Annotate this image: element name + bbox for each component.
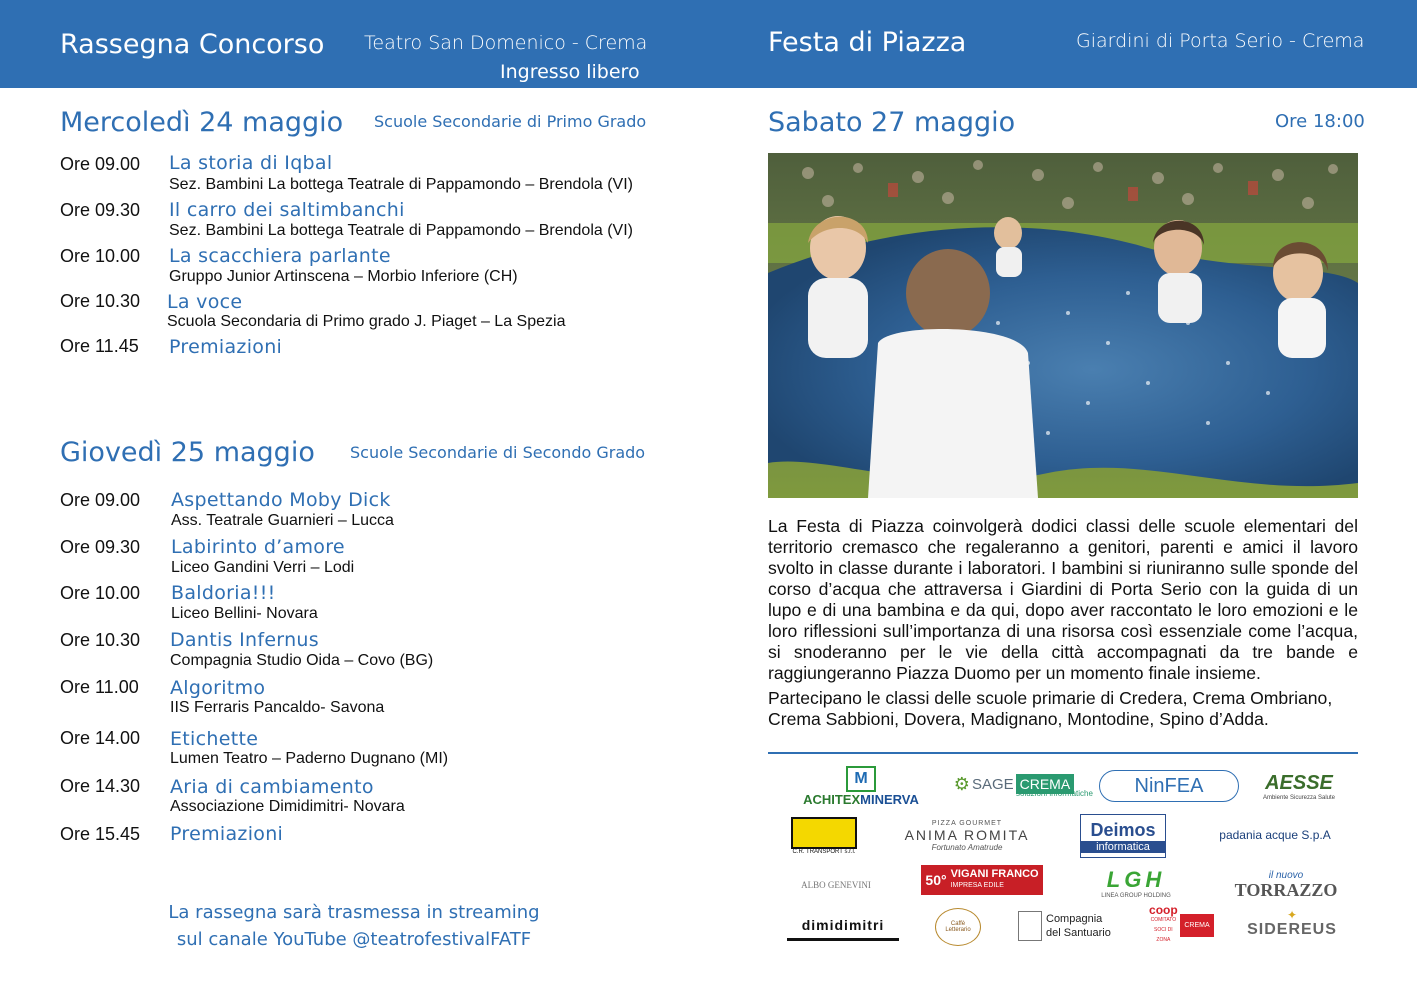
truck-icon bbox=[791, 817, 857, 849]
logo-subtext: PIZZA GOURMET bbox=[931, 820, 1003, 827]
event-show-title: Aspettando Moby Dick bbox=[171, 489, 391, 511]
logo-coop-crema bbox=[1146, 903, 1216, 943]
logo-text-group bbox=[1148, 905, 1178, 945]
logo-il-nuovo-torrazzo bbox=[1236, 865, 1336, 901]
event-time: Ore 10.30 bbox=[60, 291, 141, 311]
event-show-title: Baldoria!!! bbox=[171, 582, 276, 604]
logo-text: SIDEREUS bbox=[1247, 921, 1337, 938]
festa-description bbox=[768, 516, 1358, 734]
logo-text: dimidimitri bbox=[801, 917, 885, 933]
event-show-title: Etichette bbox=[170, 728, 259, 750]
logo-text-group bbox=[1046, 912, 1111, 940]
event-company: Sez. Bambini La bottega Teatrale di Pappamondo – Brendola (VI) bbox=[169, 222, 633, 239]
section-title-festa: Festa di Piazza bbox=[768, 27, 967, 58]
logo-text: coop bbox=[1149, 903, 1178, 917]
logo-anima-romita bbox=[900, 816, 1034, 856]
logo-bio-ninfea bbox=[1099, 770, 1239, 802]
festa-time: Ore 18:00 bbox=[1275, 111, 1365, 132]
day-title-giovedi: Giovedì 25 maggio bbox=[60, 437, 315, 468]
logo-text: del Santuario bbox=[1046, 927, 1111, 939]
event-show-title: Dantis Infernus bbox=[170, 629, 319, 651]
logo-text: ANIMA ROMITA bbox=[904, 827, 1030, 843]
event-company: Gruppo Junior Artinscena – Morbio Inferiore (CH) bbox=[169, 268, 518, 285]
logo-caffe-letterario bbox=[935, 908, 981, 946]
event-time: Ore 10.30 bbox=[60, 630, 141, 650]
divider bbox=[768, 752, 1358, 754]
logo-text: TORRAZZO bbox=[1234, 880, 1338, 900]
event-time: Ore 09.00 bbox=[60, 154, 141, 174]
logo-text: MINERVA bbox=[860, 791, 919, 807]
logo-text: Caffè Letterario bbox=[945, 921, 971, 933]
festa-paragraph-2: Partecipano le classi delle scuole primarie di Credera, Crema Ombriano, Crema Sabbioni, Dovera, Madignano, Montodine, Spino d’Adda. bbox=[768, 688, 1333, 729]
event-company: Lumen Teatro – Paderno Dugnano (MI) bbox=[170, 750, 449, 767]
event-company: Sez. Bambini La bottega Teatrale di Pappamondo – Brendola (VI) bbox=[169, 176, 633, 193]
star-icon: ✦ bbox=[1286, 908, 1298, 922]
logo-subtext: IMPRESA EDILE bbox=[950, 882, 1004, 889]
logo-text: ACHITEX bbox=[803, 791, 861, 807]
event-time: Ore 10.00 bbox=[60, 583, 141, 603]
logo-text: AESSE bbox=[1265, 771, 1333, 794]
logo-sidereus bbox=[1244, 906, 1340, 942]
logo-subtext: COMITATO SOCI DI ZONA bbox=[1150, 917, 1177, 943]
logo-compagnia-santuario bbox=[1018, 908, 1122, 944]
venue-giardini: Giardini di Porta Serio - Crema bbox=[1076, 30, 1365, 52]
event-company: Ass. Teatrale Guarnieri – Lucca bbox=[171, 512, 394, 529]
event-time: Ore 11.00 bbox=[60, 677, 139, 697]
logo-subtext: Fortunato Amatrude bbox=[931, 843, 1003, 852]
logo-text: LGH bbox=[1106, 867, 1166, 892]
event-show-title: Labirinto d’amore bbox=[171, 536, 345, 558]
festa-paragraph-1: La Festa di Piazza coinvolgerà dodici classi delle scuole elementari del territorio cremasco che regaleranno a genitori, parenti e amici il lavoro svolto in classe durante i laboratori. I bambini si riuniranno sulle sponde del corso d’acqua che attraversa i Giardini di Porta Serio con la guida di un lupo e di una bambina e da qui, dopo aver raccontato le loro emozioni e le loro riflessioni sull’importanza di una risorsa così essenziale come l’acqua, si snoderanno per le vie della città accompagnati da tre bande e raggiungeranno Piazza Duomo per un momento finale insieme. bbox=[768, 516, 1358, 683]
logo-text: padania acque S.p.A bbox=[1219, 828, 1331, 842]
logo-subtext: Ambiente Sicurezza Salute bbox=[1262, 794, 1336, 801]
logo-text: C.R. TRANSPORT s.r.l. bbox=[792, 849, 856, 855]
logo-text: ALBO GENEVINI bbox=[801, 880, 871, 890]
logo-text: SAGE bbox=[971, 775, 1014, 793]
event-show-title: La scacchiera parlante bbox=[169, 245, 391, 267]
logo-subtext: LINEA GROUP HOLDING bbox=[1101, 893, 1171, 899]
event-time: Ore 14.00 bbox=[60, 728, 141, 748]
day-title-mercoledi: Mercoledì 24 maggio bbox=[60, 107, 344, 138]
section-title-rassegna: Rassegna Concorso bbox=[60, 29, 325, 60]
event-show-title: La storia di Iqbal bbox=[169, 152, 333, 174]
streaming-line-1: La rassegna sarà trasmessa in streaming bbox=[168, 902, 540, 923]
event-time: Ore 15.45 bbox=[60, 824, 141, 844]
logo-lgh bbox=[1082, 867, 1190, 899]
logo-subtext: soluzioni informatiche bbox=[1016, 789, 1093, 798]
event-show-title: Premiazioni bbox=[170, 823, 284, 845]
logo-aesse bbox=[1258, 766, 1340, 806]
logo-text: NinFEA bbox=[1134, 774, 1204, 797]
event-show-title: La voce bbox=[167, 291, 243, 313]
event-time: Ore 09.30 bbox=[60, 537, 141, 557]
logo-albo-genevini bbox=[800, 870, 872, 900]
streaming-line-2: sul canale YouTube @teatrofestivalFATF bbox=[176, 929, 532, 950]
event-company: Scuola Secondaria di Primo grado J. Piaget – La Spezia bbox=[167, 313, 566, 330]
event-time: Ore 09.00 bbox=[60, 490, 141, 510]
m-logo-icon: M bbox=[846, 766, 876, 792]
event-time: Ore 14.30 bbox=[60, 776, 141, 796]
logo-padania-acque bbox=[1210, 818, 1340, 852]
event-time: Ore 09.30 bbox=[60, 200, 141, 220]
event-company: Liceo Gandini Verri – Lodi bbox=[171, 559, 355, 576]
logo-text: il nuovo bbox=[1268, 870, 1304, 881]
logo-achitex-minerva bbox=[796, 764, 926, 808]
event-company: Associazione Dimidimitri- Novara bbox=[170, 798, 405, 815]
logo-cr-transport bbox=[789, 814, 859, 858]
event-time: Ore 11.45 bbox=[60, 336, 139, 356]
festa-date: Sabato 27 maggio bbox=[768, 107, 1016, 138]
gear-icon: ⚙ bbox=[953, 773, 970, 794]
event-show-title: Algoritmo bbox=[170, 677, 266, 699]
venue-teatro: Teatro San Domenico - Crema bbox=[364, 32, 648, 54]
logo-text: CREMA bbox=[1180, 914, 1213, 937]
logo-text: informatica bbox=[1081, 841, 1165, 853]
logo-text: VIGANI FRANCO bbox=[950, 868, 1039, 880]
event-company: Liceo Bellini- Novara bbox=[171, 605, 318, 622]
festa-photo bbox=[768, 153, 1358, 498]
logo-text: CREMA bbox=[1016, 774, 1075, 794]
church-icon bbox=[1018, 911, 1042, 941]
category-secondo-grado: Scuole Secondarie di Secondo Grado bbox=[350, 443, 646, 462]
entry-info: Ingresso libero bbox=[500, 61, 640, 83]
logo-dimidimitri bbox=[787, 912, 899, 941]
streaming-note bbox=[94, 899, 614, 953]
logo-text-group bbox=[951, 868, 1039, 892]
event-show-title: Il carro dei saltimbanchi bbox=[169, 199, 405, 221]
event-company: IIS Ferraris Pancaldo- Savona bbox=[170, 699, 385, 716]
event-company: Compagnia Studio Oida – Covo (BG) bbox=[170, 652, 434, 669]
category-primo-grado: Scuole Secondarie di Primo Grado bbox=[374, 112, 647, 131]
logo-vigani-franco bbox=[921, 865, 1043, 895]
logo-text: Compagnia bbox=[1046, 913, 1103, 925]
logo-text: 50° bbox=[925, 872, 947, 888]
logo-deimos bbox=[1080, 814, 1166, 858]
logo-text: Deimos bbox=[1090, 819, 1156, 840]
event-time: Ore 10.00 bbox=[60, 246, 141, 266]
event-show-title: Premiazioni bbox=[169, 336, 283, 358]
event-show-title: Aria di cambiamento bbox=[170, 776, 374, 798]
